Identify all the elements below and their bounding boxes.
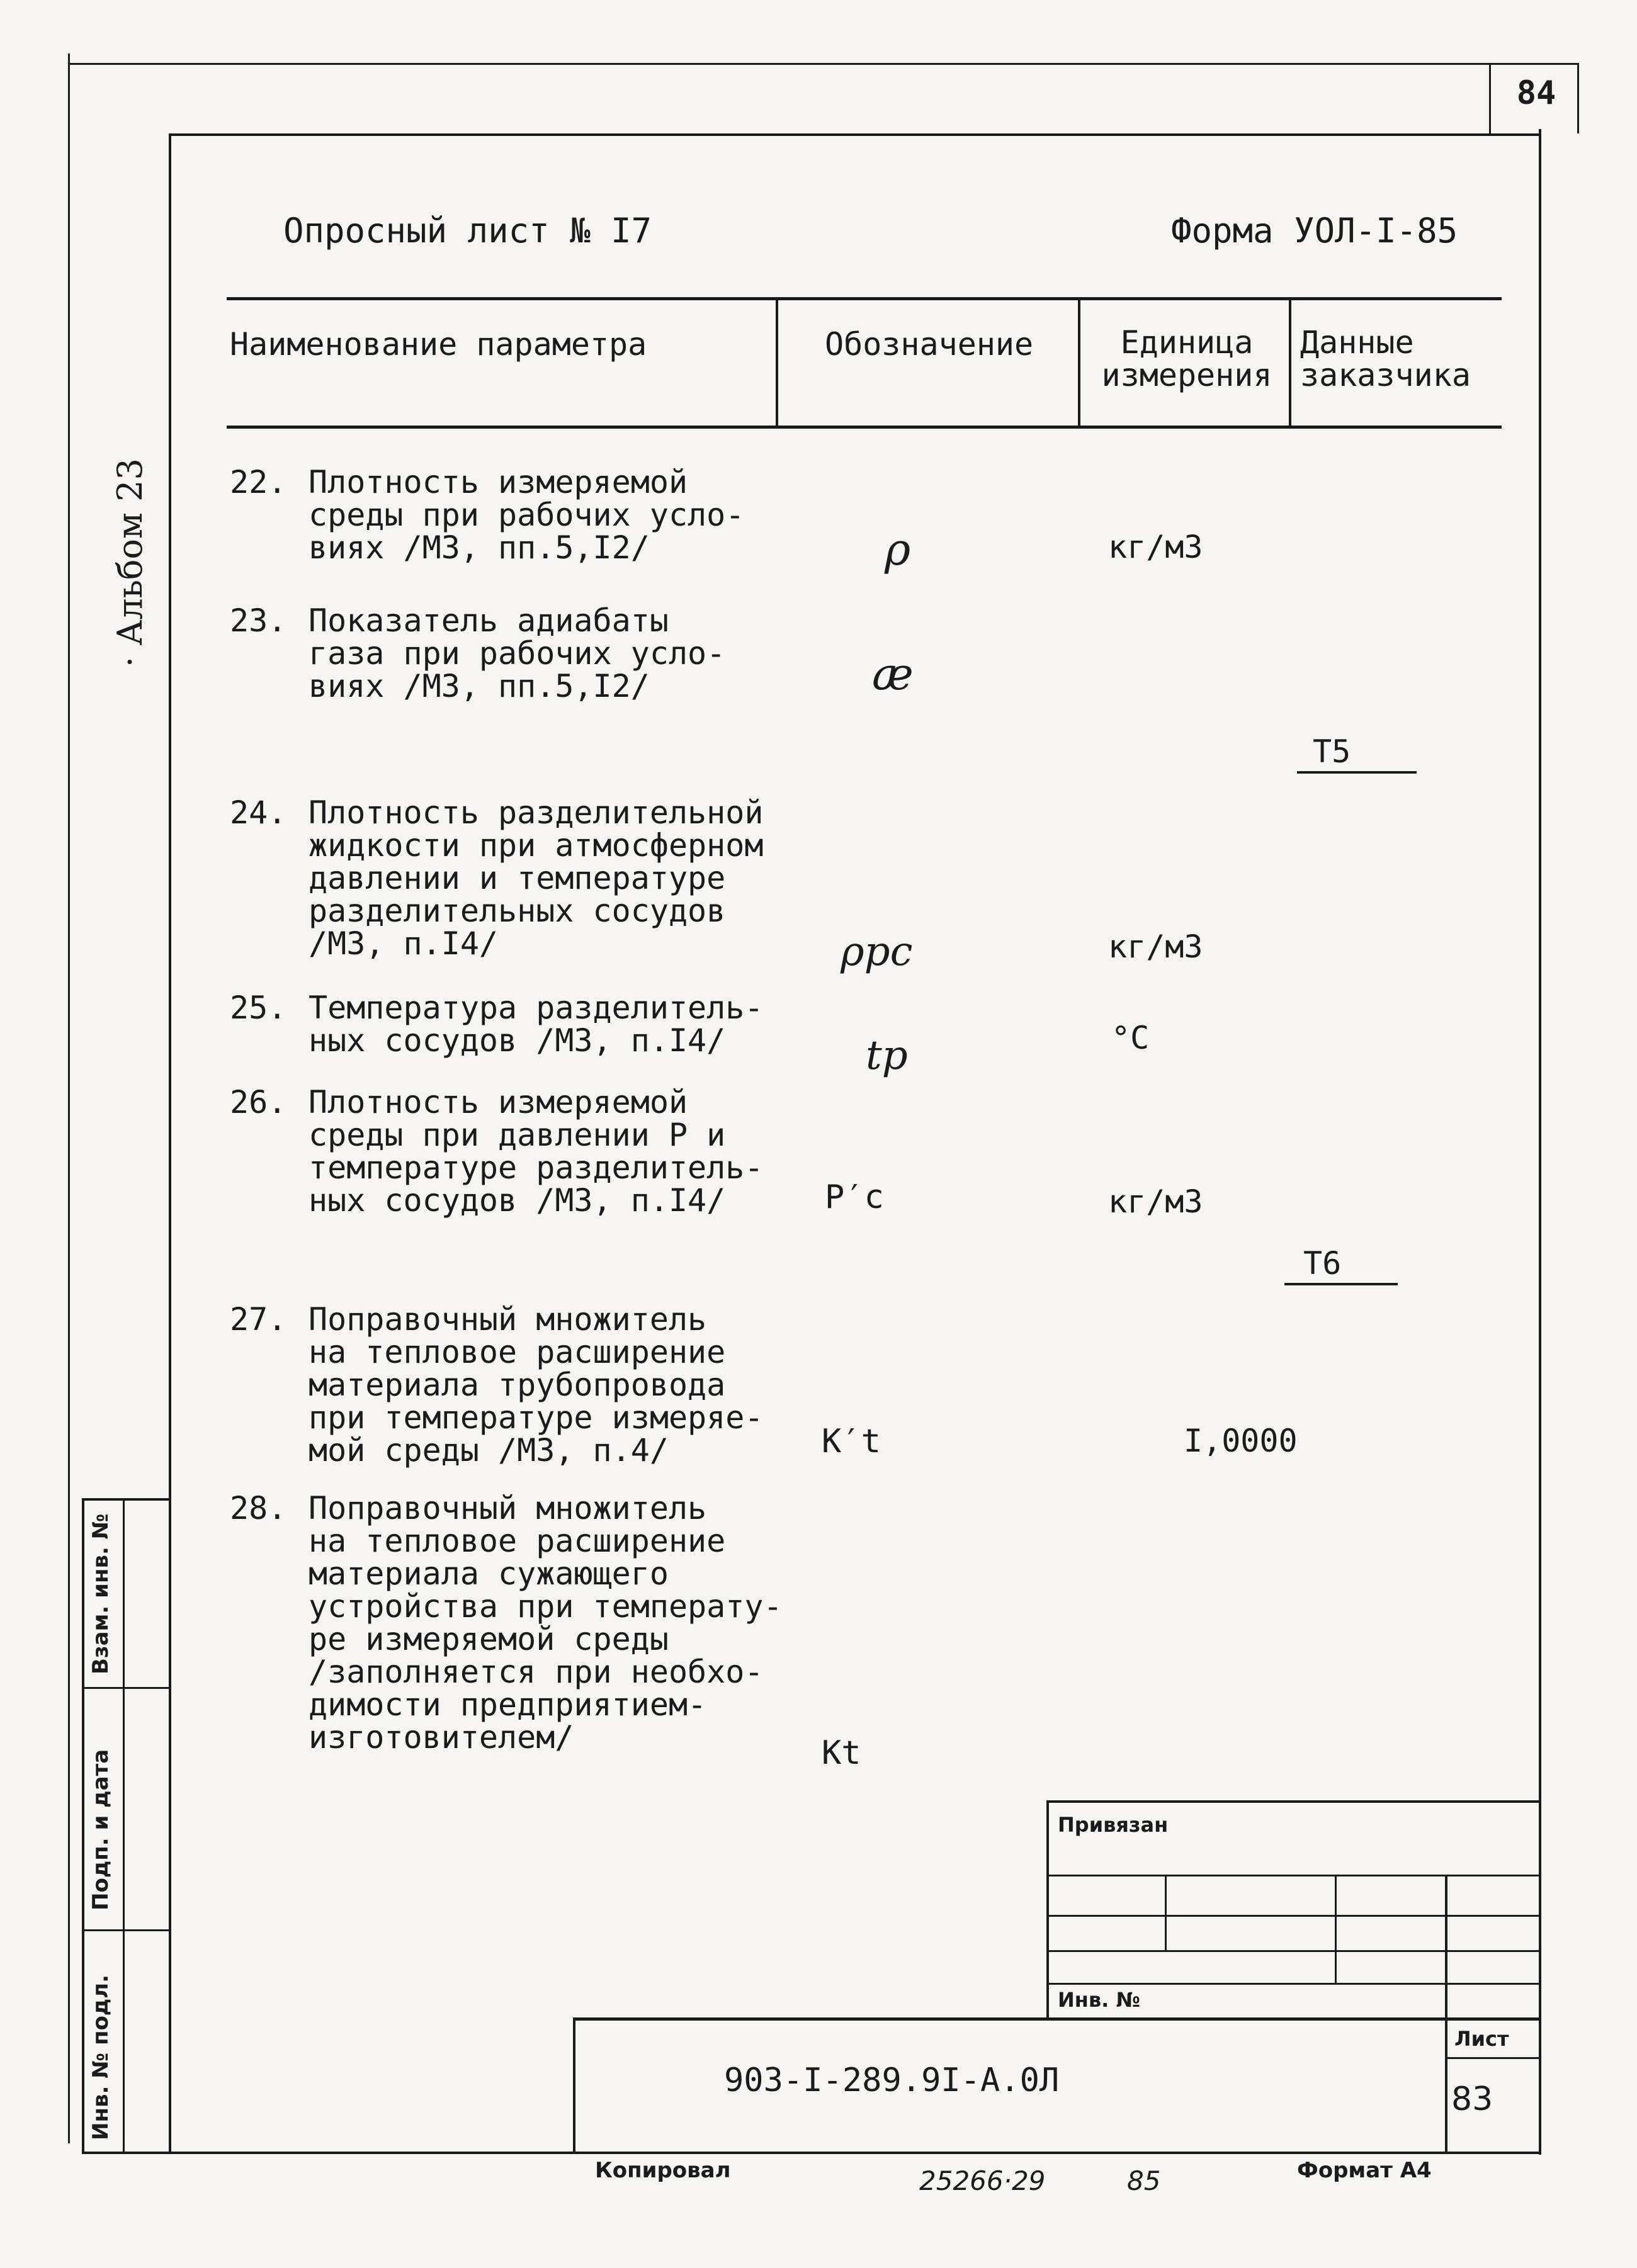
copied-label: Копировал (595, 2158, 731, 2183)
title-block-row-4 (1046, 1983, 1541, 1985)
item-value: I,0000 (1184, 1423, 1298, 1459)
title-block-col-3 (1445, 1875, 1447, 2154)
item-symbol: æ (872, 648, 914, 700)
title-block-left (1046, 1800, 1049, 2017)
item-number: 23. (230, 602, 287, 639)
item-unit: кг/м3 (1108, 529, 1203, 565)
table-header-bottom (227, 426, 1502, 429)
podp-data-label: Подп. и дата (88, 1749, 113, 1910)
item-text: Плотность измеряемой среды при давлении Р и температуре разделитель- ных сосудов /М3, п.I4/ (309, 1084, 764, 1219)
page-number-box-left (1489, 63, 1491, 133)
item-unit: °С (1111, 1020, 1150, 1056)
title-block-row-3 (1046, 1950, 1541, 1952)
item-symbol: К′t (822, 1423, 881, 1460)
item-number: 25. (230, 990, 287, 1026)
col-divider-2 (1078, 297, 1080, 428)
side-stamp-left (82, 1498, 84, 2154)
top-margin-line (68, 63, 1579, 65)
col-unit-header (1086, 326, 1288, 392)
item-symbol: ρ (885, 524, 911, 575)
doc-row-left (573, 2017, 575, 2154)
item-number: 26. (230, 1084, 287, 1120)
col-name-header: Наименование параметра (230, 326, 647, 363)
item-text: Показатель адиабаты газа при рабочих усло- виях /М3, пп.5,I2/ (309, 602, 726, 704)
list-box-divider (1445, 2057, 1541, 2059)
side-stamp-row-2 (82, 1929, 170, 1931)
frame-right (1539, 129, 1541, 2155)
doc-row-top (573, 2017, 1541, 2021)
frame-left (169, 133, 171, 2154)
item-unit: кг/м3 (1108, 928, 1203, 965)
item-symbol: tр (866, 1032, 908, 1079)
mark-t6: Т6 (1303, 1245, 1342, 1282)
col-symbol-header: Обозначение (825, 326, 1034, 363)
list-number: 83 (1451, 2080, 1493, 2118)
col-data-header-line2: заказчика (1300, 357, 1471, 393)
form-label: Форма УОЛ-I-85 (1171, 211, 1458, 251)
side-stamp-divider (123, 1498, 125, 2154)
survey-title: Опросный лист № I7 (283, 211, 652, 251)
doc-code: 903-I-289.9I-А.0Л (724, 2062, 1060, 2099)
frame-top (169, 133, 1541, 136)
page-number-box-right (1577, 63, 1579, 133)
col-unit-header-line2: измерения (1101, 357, 1272, 393)
album-label-text: Альбом 23 (110, 458, 150, 646)
item-symbol: ρрс (841, 928, 913, 975)
list-label: Лист (1454, 2027, 1509, 2051)
item-number: 28. (230, 1490, 287, 1526)
item-number: 22. (230, 464, 287, 500)
title-block-col-2 (1335, 1875, 1337, 1983)
item-symbol: Кt (822, 1734, 861, 1772)
format-label: Формат А4 (1297, 2158, 1432, 2183)
title-block-row-2 (1046, 1915, 1541, 1917)
item-text: Температура разделитель- ных сосудов /М3, п.I4/ (309, 990, 764, 1059)
inv-no-label: Инв. № (1058, 1988, 1140, 2012)
table-header-top (227, 297, 1502, 300)
item-number: 27. (230, 1301, 287, 1338)
item-text: Поправочный множитель на тепловое расширение материала сужающего устройства при температу- ре измеряемой среды /заполняется при необхо- димости предприятием- изготовителем/ (309, 1490, 783, 1756)
side-stamp-top (82, 1498, 170, 1501)
inv-podl-label: Инв. № подл. (88, 1974, 113, 2140)
footer-sheet: 85 (1127, 2165, 1161, 2196)
footer-code: 25266·29 (919, 2165, 1046, 2196)
item-text: Плотность измеряемой среды при рабочих усло- виях /М3, пп.5,I2/ (309, 464, 745, 566)
col-unit-header-line1: Единица (1120, 324, 1254, 361)
page-number: 84 (1516, 74, 1556, 112)
title-block-top (1046, 1800, 1541, 1803)
mark-t6-underline (1284, 1283, 1398, 1285)
frame-bottom (82, 2152, 1541, 2154)
col-data-header (1300, 326, 1471, 392)
vzam-inv-label: Взам. инв. № (88, 1513, 113, 1674)
col-divider-3 (1289, 297, 1291, 428)
item-unit: кг/м3 (1108, 1183, 1203, 1220)
mark-t5-underline (1297, 771, 1417, 774)
title-block-row-1 (1046, 1875, 1541, 1876)
mark-t5: Т5 (1313, 733, 1351, 770)
col-divider-1 (776, 297, 778, 428)
item-number: 24. (230, 794, 287, 831)
side-stamp-row-1 (82, 1687, 170, 1689)
item-text: Поправочный множитель на тепловое расширение материала трубопровода при температуре измеряе- мой среды /М3, п.4/ (309, 1301, 764, 1469)
item-symbol: Р′с (825, 1178, 884, 1216)
privyazan-label: Привязан (1058, 1813, 1169, 1837)
title-block-col-1 (1165, 1875, 1167, 1951)
album-label: · Альбом 23 (110, 458, 150, 667)
left-margin-line (68, 54, 70, 2143)
col-data-header-line1: Данные (1300, 324, 1414, 361)
item-text: Плотность разделительной жидкости при атмосферном давлении и температуре разделительных сосудов /М3, п.I4/ (309, 794, 764, 962)
